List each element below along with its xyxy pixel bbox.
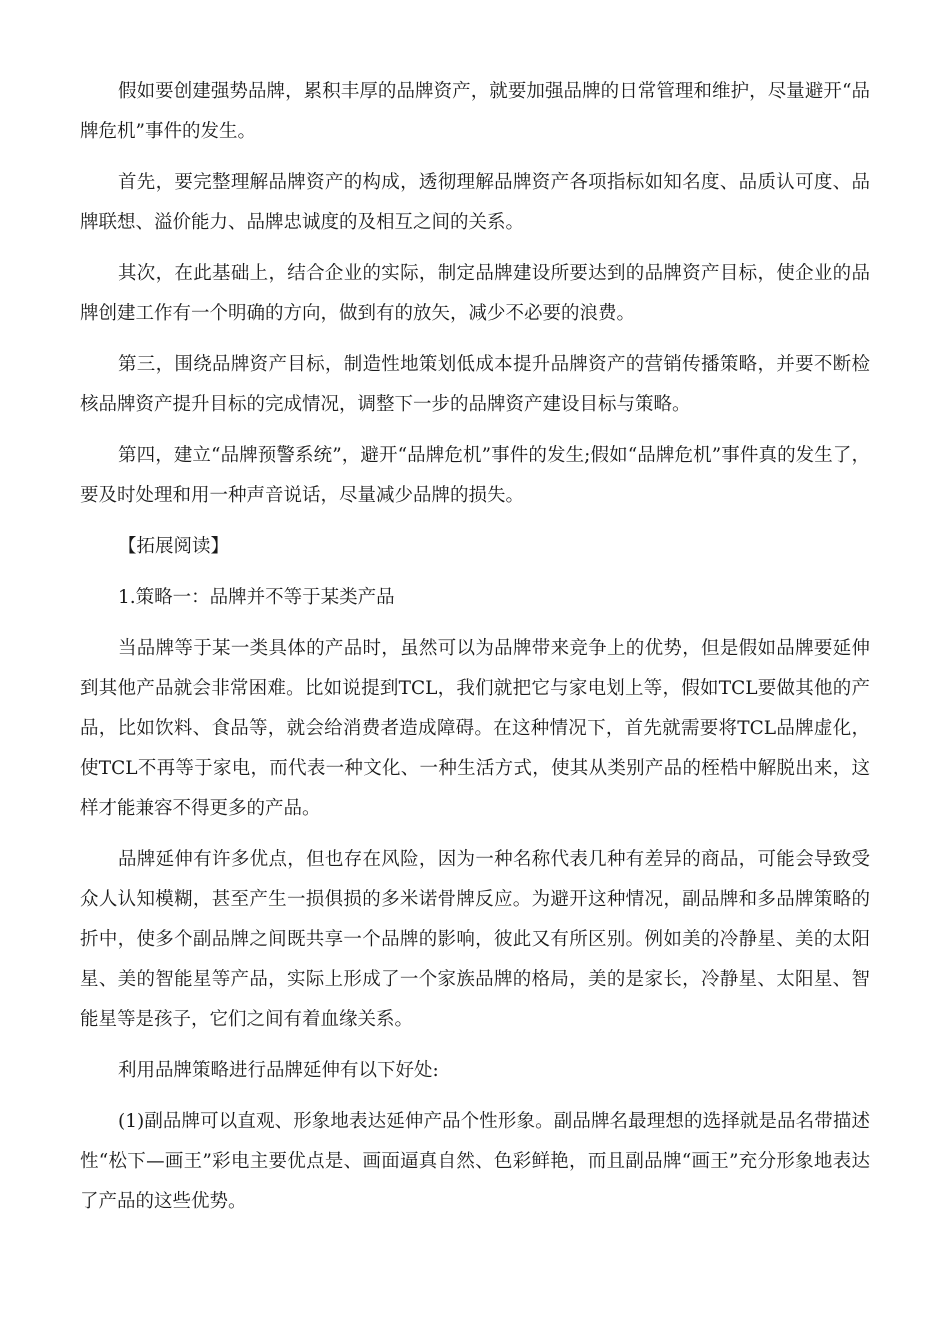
paragraph-third: 第三，围绕品牌资产目标，制造性地策划低成本提升品牌资产的营销传播策略，并要不断检核品牌资产提升目标的完成情况，调整下一步的品牌资产建设目标与策略。 (80, 354, 870, 415)
document-page (80, 72, 870, 1233)
paragraph-brand-management: 假如要创建强势品牌，累积丰厚的品牌资产，就要加强品牌的日常管理和维护，尽量避开“品牌危机”事件的发生。 (80, 81, 870, 142)
paragraph-benefits-intro: 利用品牌策略进行品牌延伸有以下好处: (118, 1060, 439, 1081)
section-heading-extended-reading: 【拓展阅读】 (118, 536, 230, 557)
paragraph-benefit-one: (1)副品牌可以直观、形象地表达延伸产品个性形象。副品牌名最理想的选择就是品名带描述性“松下—画王”彩电主要优点是、画面逼真自然、色彩鲜艳，而且副品牌“画王”充分形象地表达了产品的这些优势。 (80, 1111, 870, 1212)
paragraph-fourth: 第四，建立“品牌预警系统”，避开“品牌危机”事件的发生;假如“品牌危机”事件真的发生了，要及时处理和用一种声音说话，尽量减少品牌的损失。 (80, 445, 870, 506)
paragraph-tcl-example: 当品牌等于某一类具体的产品时，虽然可以为品牌带来竞争上的优势，但是假如品牌要延伸到其他产品就会非常困难。比如说提到TCL，我们就把它与家电划上等，假如TCL要做其他的产品，比如饮料、食品等，就会给消费者造成障碍。在这种情况下，首先就需要将TCL品牌虚化，使TCL不再等于家电，而代表一种文化、一种生活方式，使其从类别产品的桎梏中解脱出来，这样才能兼容不得更多的产品。 (80, 638, 870, 819)
paragraph-brand-extension-risk: 品牌延伸有许多优点，但也存在风险，因为一种名称代表几种有差异的商品，可能会导致受众人认知模糊，甚至产生一损俱损的多米诺骨牌反应。为避开这种情况，副品牌和多品牌策略的折中，使多个副品牌之间既共享一个品牌的影响，彼此又有所区别。例如美的冷静星、美的太阳星、美的智能星等产品，实际上形成了一个家族品牌的格局，美的是家长，冷静星、太阳星、智能星等是孩子，它们之间有着血缘关系。 (80, 849, 870, 1030)
paragraph-first: 首先，要完整理解品牌资产的构成，透彻理解品牌资产各项指标如知名度、品质认可度、品牌联想、溢价能力、品牌忠诚度的及相互之间的关系。 (80, 172, 870, 233)
strategy-one-heading: 1.策略一：品牌并不等于某类产品 (118, 587, 395, 608)
paragraph-second: 其次，在此基础上，结合企业的实际，制定品牌建设所要达到的品牌资产目标，使企业的品牌创建工作有一个明确的方向，做到有的放矢，减少不必要的浪费。 (80, 263, 870, 324)
